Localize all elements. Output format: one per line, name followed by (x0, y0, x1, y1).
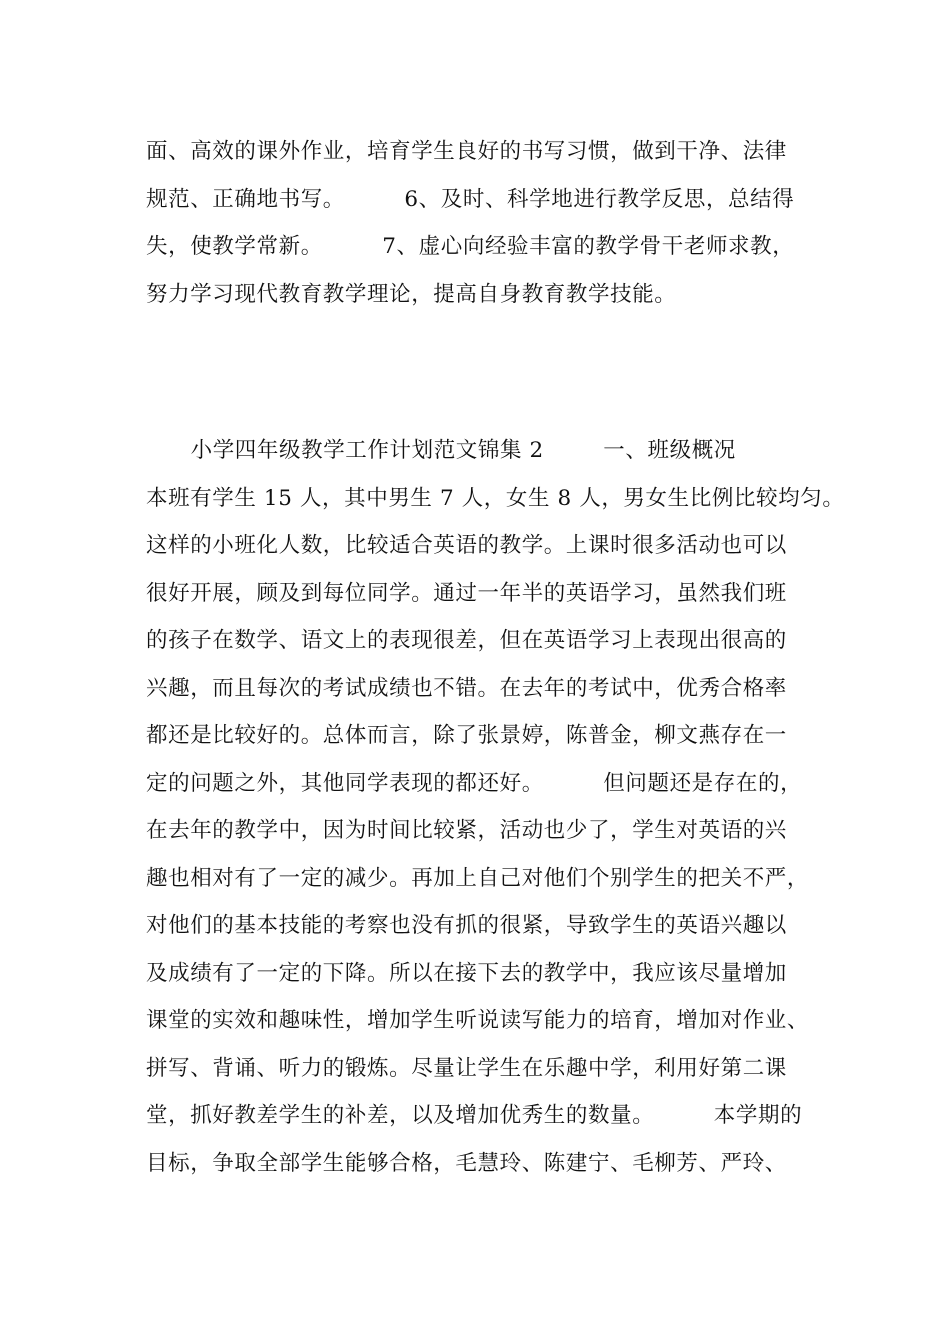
text-line: 规范、正确地书写。 6、及时、科学地进行教学反思，总结得 (146, 186, 795, 212)
text-line: 面、高效的课外作业，培育学生良好的书写习惯，做到干净、法律 (146, 139, 787, 164)
text-line: 小学四年级教学工作计划范文锦集 2 一、班级概况 (146, 438, 736, 463)
text-line: 目标，争取全部学生能够合格，毛慧玲、陈建宁、毛柳芳、严玲、 (146, 1150, 787, 1176)
text-line: 拼写、背诵、听力的锻炼。尽量让学生在乐趣中学，利用好第二课 (146, 1055, 787, 1081)
text-line: 失，使教学常新。 7、虚心向经验丰富的教学骨干老师求教， (146, 234, 795, 259)
text-line: 课堂的实效和趣味性，增加学生听说读写能力的培育，增加对作业、 (146, 1008, 810, 1033)
text-line: 本班有学生 15 人，其中男生 7 人，女生 8 人，男女生比例比较均匀。 (146, 485, 845, 511)
text-line: 都还是比较好的。总体而言，除了张景婷，陈普金，柳文燕存在一 (146, 723, 787, 748)
text-line: 的孩子在数学、语文上的表现很差，但在英语学习上表现出很高的 (146, 628, 787, 653)
text-line: 对他们的基本技能的考察也没有抓的很紧，导致学生的英语兴趣以 (146, 913, 787, 938)
text-line: 堂，抓好教差学生的补差，以及增加优秀生的数量。 本学期的 (146, 1103, 803, 1128)
paragraph-2 (146, 427, 845, 1187)
text-line: 在去年的教学中，因为时间比较紧，活动也少了，学生对英语的兴 (146, 818, 787, 843)
text-line: 兴趣，而且每次的考试成绩也不错。在去年的考试中，优秀合格率 (146, 675, 787, 701)
text-line: 努力学习现代教育教学理论，提高自身教育教学技能。 (146, 281, 677, 307)
text-line: 定的问题之外，其他同学表现的都还好。 但问题还是存在的， (146, 770, 803, 796)
text-line: 这样的小班化人数，比较适合英语的教学。上课时很多活动也可以 (146, 533, 787, 558)
text-line: 趣也相对有了一定的减少。再加上自己对他们个别学生的把关不严， (146, 865, 810, 891)
text-line: 及成绩有了一定的下降。所以在接下去的教学中，我应该尽量增加 (146, 960, 787, 986)
paragraph-1 (146, 128, 826, 318)
text-line: 很好开展，顾及到每位同学。通过一年半的英语学习，虽然我们班 (146, 580, 787, 606)
